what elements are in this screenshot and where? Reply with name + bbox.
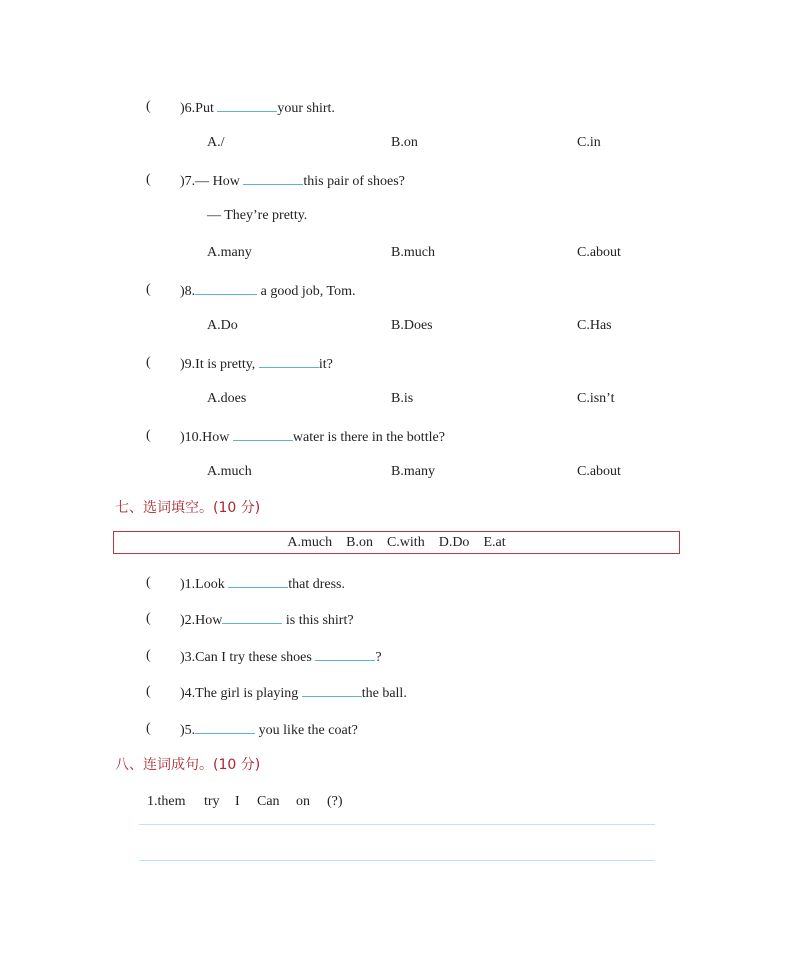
question-stem: )1.Look that dress. xyxy=(180,574,345,594)
answer-paren-open: ( xyxy=(146,99,151,114)
question-stem: )9.It is pretty, it? xyxy=(180,354,333,374)
option-b[interactable]: B.Does xyxy=(391,318,433,333)
option-b[interactable]: B.much xyxy=(391,245,435,260)
question-stem: )6.Put your shirt. xyxy=(180,98,335,118)
scrambled-word: Can xyxy=(257,794,280,809)
question-stem: )7.— How this pair of shoes? xyxy=(180,171,405,191)
option-c[interactable]: C.isn’t xyxy=(577,391,615,406)
word-bank-item: C.with xyxy=(386,535,425,550)
answer-paren-open: ( xyxy=(146,684,151,699)
option-b[interactable]: B.many xyxy=(391,464,435,479)
option-c[interactable]: C.about xyxy=(577,245,621,260)
section-7-title: 七、选词填空。(10 分) xyxy=(115,500,261,516)
answer-blank[interactable] xyxy=(243,171,303,185)
option-a[interactable]: A.Do xyxy=(207,318,238,333)
answer-paren-open: ( xyxy=(146,611,151,626)
option-c[interactable]: C.in xyxy=(577,135,601,150)
question-stem: )8. a good job, Tom. xyxy=(180,281,356,301)
option-b[interactable]: B.on xyxy=(391,135,418,150)
word-bank-item: D.Do xyxy=(438,535,470,550)
scrambled-word: (?) xyxy=(327,794,343,809)
answer-paren-open: ( xyxy=(146,172,151,187)
answer-blank[interactable] xyxy=(233,427,293,441)
word-bank-item: E.at xyxy=(483,535,506,550)
dialogue-reply: — They’re pretty. xyxy=(207,208,308,223)
question-stem: )5. you like the coat? xyxy=(180,720,358,740)
answer-blank[interactable] xyxy=(259,354,319,368)
scrambled-word: I xyxy=(235,794,240,809)
answer-blank[interactable] xyxy=(217,98,277,112)
word-bank-item: B.on xyxy=(346,535,373,550)
answer-paren-open: ( xyxy=(146,721,151,736)
answer-blank[interactable] xyxy=(222,610,282,624)
scrambled-word: try xyxy=(204,794,220,809)
option-b[interactable]: B.is xyxy=(391,391,414,406)
answer-paren-open: ( xyxy=(146,282,151,297)
question-stem: )2.How is this shirt? xyxy=(180,610,354,630)
option-a[interactable]: A.does xyxy=(207,391,247,406)
word-bank-item: A.much xyxy=(287,535,333,550)
question-stem: )10.How water is there in the bottle? xyxy=(180,427,445,447)
question-stem: )3.Can I try these shoes ? xyxy=(180,647,382,667)
answer-paren-open: ( xyxy=(146,428,151,443)
option-a[interactable]: A.much xyxy=(207,464,252,479)
section-8-title: 八、连词成句。(10 分) xyxy=(115,757,261,773)
option-c[interactable]: C.about xyxy=(577,464,621,479)
answer-paren-open: ( xyxy=(146,648,151,663)
answer-paren-open: ( xyxy=(146,575,151,590)
answer-writing-line[interactable] xyxy=(139,860,655,861)
scrambled-word: 1.them xyxy=(147,794,186,809)
word-bank-box xyxy=(113,531,680,554)
question-stem: )4.The girl is playing the ball. xyxy=(180,683,407,703)
option-a[interactable]: A./ xyxy=(207,135,225,150)
answer-blank[interactable] xyxy=(228,574,288,588)
answer-blank[interactable] xyxy=(302,683,362,697)
option-c[interactable]: C.Has xyxy=(577,318,612,333)
scrambled-word: on xyxy=(296,794,310,809)
answer-blank[interactable] xyxy=(315,647,375,661)
option-a[interactable]: A.many xyxy=(207,245,252,260)
answer-blank[interactable] xyxy=(195,720,255,734)
answer-blank[interactable] xyxy=(195,281,257,295)
answer-writing-line[interactable] xyxy=(139,824,655,825)
answer-paren-open: ( xyxy=(146,355,151,370)
